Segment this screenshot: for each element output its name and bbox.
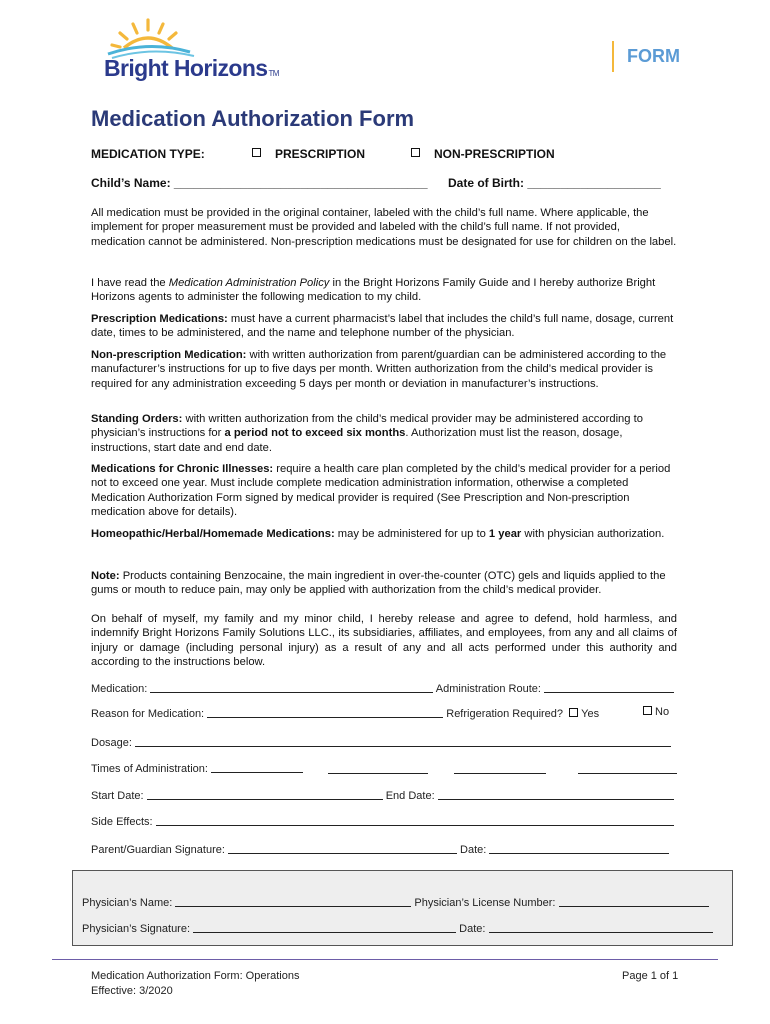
intro-paragraph: All medication must be provided in the original container, labeled with the child’s full name. Where applicable, the implement for proper measurement must be provided and labeled with the child’s full name. If not provided, medication cannot be administered. Non-prescription medications must be designated for use for children on the label. — [91, 207, 677, 248]
side-effects-input-line[interactable] — [156, 814, 674, 826]
reason-field[interactable]: Reason for Medication: Refrigeration Required? Yes — [91, 708, 600, 720]
prescription-option[interactable]: PRESCRIPTION — [252, 147, 365, 161]
start-date-field[interactable]: Start Date: End Date: — [91, 788, 674, 802]
physician-license-input-line[interactable] — [559, 895, 709, 907]
child-name-field[interactable]: Child’s Name: ______________________________________ — [91, 176, 428, 190]
reason-input-line[interactable] — [207, 706, 443, 718]
times-field[interactable]: Times of Administration: — [91, 761, 303, 775]
non-prescription-option[interactable]: NON-PRESCRIPTION — [411, 147, 555, 161]
refrigeration-no-checkbox[interactable] — [643, 706, 652, 715]
page-title: Medication Authorization Form — [91, 106, 415, 131]
non-prescription-checkbox[interactable] — [411, 148, 420, 157]
end-date-input-line[interactable] — [438, 788, 674, 800]
prescription-paragraph: Prescription Medications: must have a current pharmacist’s label that includes the child’s full name, dosage, current date, times to be administered, and the name and telephone number of the physician. — [91, 313, 674, 340]
parent-date-input-line[interactable] — [489, 842, 669, 854]
start-date-input-line[interactable] — [147, 788, 383, 800]
medication-type-label: MEDICATION TYPE: — [91, 147, 205, 161]
prescription-checkbox[interactable] — [252, 148, 261, 157]
standing-orders-paragraph: Standing Orders: with written authorization from the child’s medical provider may be administered according to physician’s instructions for a period not to exceed six months. Authorization must list the reason, dosage, instructions, start date and end date. — [91, 413, 643, 454]
note-paragraph: Note: Products containing Benzocaine, the main ingredient in over-the-counter (OTC) gels and liquids applied to the gums or mouth to reduce pain, may only be applied with authorization from the child’s medical provider. — [91, 570, 666, 597]
medication-field[interactable]: Medication: Administration Route: — [91, 681, 674, 695]
footer-page-number: Page 1 of 1 — [622, 970, 679, 982]
chronic-illness-paragraph: Medications for Chronic Illnesses: require a health care plan completed by the child’s medical provider for a period not to exceed one year. Must include complete medication administration information, otherwise a completed Medication Authorization Form signed by medical provider is required (See Prescription and Non-prescription medication above for details). — [91, 463, 671, 518]
refrigeration-no-option[interactable]: No — [643, 706, 669, 718]
dosage-field[interactable]: Dosage: — [91, 735, 671, 749]
time-input-line-1[interactable] — [211, 761, 303, 773]
physician-signature-field[interactable]: Physician’s Signature: Date: — [82, 921, 713, 935]
release-paragraph: On behalf of myself, my family and my minor child, I hereby release and agree to defend, hold harmless, and indemnify Bright Horizons Family Solutions LLC., its subsidiaries, affiliates, and employees, from any and all claims of injury or damage (including personal injury) as a result of any and all acts performed under this authority and according to the instructions below. — [91, 613, 677, 668]
brand-wordmark: Bright HorizonsTM — [104, 55, 279, 81]
form-divider — [612, 41, 614, 72]
homeopathic-paragraph: Homeopathic/Herbal/Homemade Medications: may be administered for up to 1 year with physician authorization. — [91, 528, 665, 540]
time-input-line-3[interactable] — [454, 762, 546, 774]
refrigeration-yes-checkbox[interactable] — [569, 708, 578, 717]
physician-name-field[interactable]: Physician’s Name: Physician’s License Number: — [82, 895, 709, 909]
nonprescription-paragraph: Non-prescription Medication: with written authorization from parent/guardian can be administered according to the manufacturer’s instructions for up to five days per month. Written authorization from the child’s medical provider is required for any administration exceeding 5 days per month or deviation in manufacturer’s instructions. — [91, 349, 667, 390]
administration-route-input-line[interactable] — [544, 681, 674, 693]
physician-date-input-line[interactable] — [489, 921, 713, 933]
medication-input-line[interactable] — [150, 681, 433, 693]
side-effects-field[interactable]: Side Effects: — [91, 814, 674, 828]
footer-divider — [52, 959, 718, 960]
policy-name: Medication Administration Policy — [168, 277, 330, 289]
footer-form-name: Medication Authorization Form: Operations — [91, 970, 300, 982]
parent-signature-field[interactable]: Parent/Guardian Signature: Date: — [91, 842, 669, 856]
form-label: FORM — [627, 46, 680, 66]
physician-name-input-line[interactable] — [175, 895, 411, 907]
policy-paragraph: I have read the Medication Administration Policy in the Bright Horizons Family Guide and I hereby authorize Bright Horizons agents to administer the following medication to my child. — [91, 277, 656, 304]
physician-signature-input-line[interactable] — [193, 921, 456, 933]
footer-effective-date: Effective: 3/2020 — [91, 985, 173, 997]
date-of-birth-field[interactable]: Date of Birth: ____________________ — [448, 176, 661, 190]
dosage-input-line[interactable] — [135, 735, 671, 747]
time-input-line-2[interactable] — [328, 762, 428, 774]
parent-signature-input-line[interactable] — [228, 842, 457, 854]
time-input-line-4[interactable] — [578, 762, 677, 774]
trademark-symbol: TM — [268, 69, 279, 78]
